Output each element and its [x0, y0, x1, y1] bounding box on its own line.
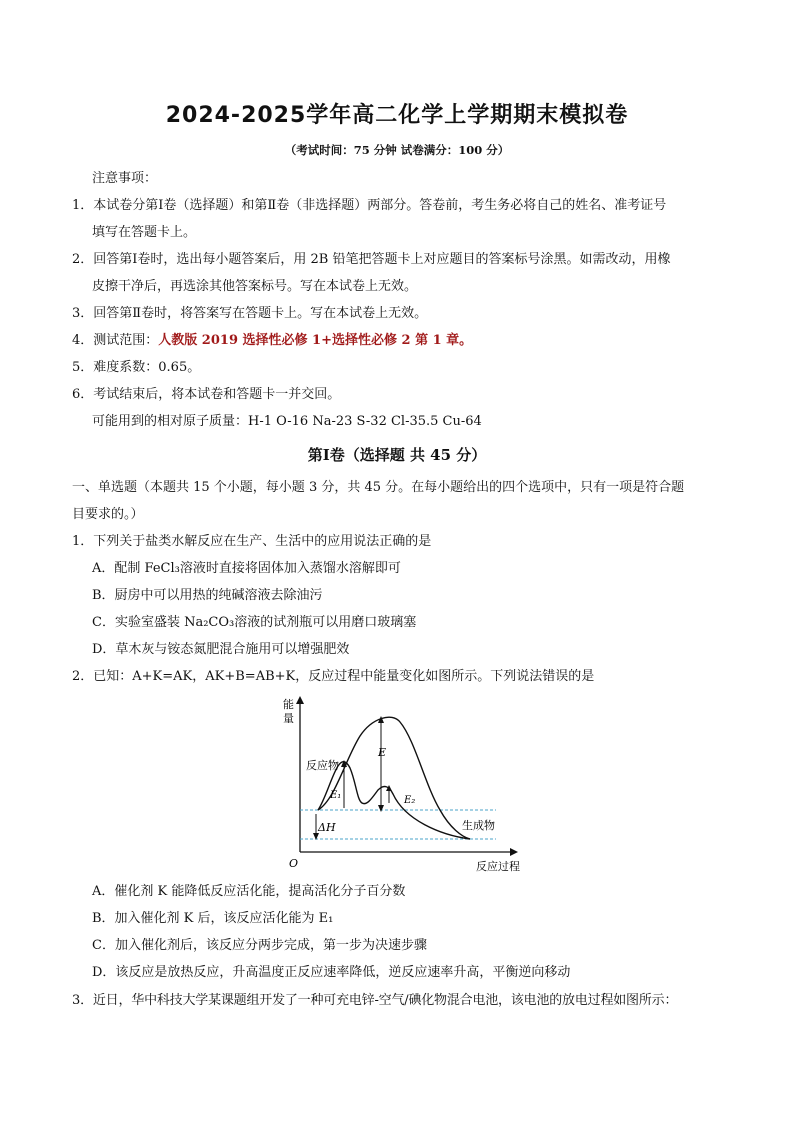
e1-label: E₁ — [330, 790, 342, 801]
section-intro-line-2: 目要求的。） — [72, 507, 144, 522]
question-2-option-d: D．该反应是放热反应，升高温度正反应速率降低，逆反应速率升高，平衡逆向移动 — [92, 965, 571, 980]
note-4 — [72, 332, 472, 350]
question-1-option-c: C．实验室盛装 Na₂CO₃溶液的试剂瓶可以用磨口玻璃塞 — [92, 615, 417, 630]
dh-label: ΔH — [318, 821, 336, 834]
e2-label: E₂ — [404, 795, 416, 806]
e2-arrow-head — [386, 785, 392, 791]
e-arrow-tail — [378, 805, 384, 812]
note-2-line-1: 2．回答第Ⅰ卷时，选出每小题答案后，用 2B 铅笔把答题卡上对应题目的答案标号涂黑。如需改动，用橡 — [72, 252, 671, 267]
question-1-option-b: B．厨房中可以用热的纯碱溶液去除油污 — [92, 588, 323, 603]
reactant-label: 反应物 — [306, 759, 339, 772]
y-axis-label-2: 量 — [283, 712, 294, 725]
question-2-option-c: C．加入催化剂后，该反应分两步完成，第一步为决速步骤 — [92, 938, 427, 953]
atomic-mass-list: 可能用到的相对原子质量：H-1 O-16 Na-23 S-32 Cl-35.5 Cu-64 — [92, 414, 482, 429]
note-3: 3．回答第Ⅱ卷时，将答案写在答题卡上。写在本试卷上无效。 — [72, 306, 428, 321]
note-1-line-2: 填写在答题卡上。 — [92, 225, 197, 240]
page-title: 2024-2025学年高二化学上学期期末模拟卷 — [165, 103, 629, 128]
question-1-option-d: D．草木灰与铵态氮肥混合施用可以增强肥效 — [92, 642, 350, 657]
section-heading: 第Ⅰ卷（选择题 共 45 分） — [307, 446, 487, 464]
note-5: 5．难度系数：0.65。 — [72, 360, 201, 375]
section-intro-line-1: 一、单选题（本题共 15 个小题，每小题 3 分，共 45 分。在每小题给出的四个选项中，只有一项是符合题 — [72, 480, 685, 495]
y-axis-arrow — [296, 696, 304, 704]
note-2-line-2: 皮擦干净后，再选涂其他答案标号。写在本试卷上无效。 — [92, 279, 418, 294]
x-axis-arrow — [510, 848, 518, 856]
question-2-stem: 2．已知：A+K=AK，AK+B=AB+K，反应过程中能量变化如图所示。下列说法错误的是 — [72, 669, 595, 684]
x-axis-label: 反应过程 — [476, 860, 520, 873]
test-scope: 人教版 2019 选择性必修 1+选择性必修 2 第 1 章。 — [158, 333, 473, 348]
origin-label: O — [289, 857, 299, 870]
exam-info: （考试时间：75 分钟 试卷满分：100 分） — [284, 143, 510, 157]
notes-heading: 注意事项： — [92, 171, 158, 186]
question-1-stem: 1．下列关于盐类水解反应在生产、生活中的应用说法正确的是 — [72, 534, 432, 549]
question-1-option-a: A．配制 FeCl₃溶液时直接将固体加入蒸馏水溶解即可 — [92, 561, 401, 576]
product-label: 生成物 — [462, 819, 495, 832]
question-3-stem: 3．近日，华中科技大学某课题组开发了一种可充电锌-空气/碘化物混合电池，该电池的放电过程如图所示： — [72, 993, 678, 1008]
dh-arrow-head — [313, 833, 319, 840]
note-1-line-1: 1．本试卷分第Ⅰ卷（选择题）和第Ⅱ卷（非选择题）两部分。答卷前，考生务必将自己的姓名、准考证号 — [72, 198, 667, 213]
energy-diagram — [0, 690, 794, 880]
question-2-option-b: B．加入催化剂 K 后，该反应活化能为 E₁ — [92, 911, 334, 926]
e-label: E — [378, 746, 387, 759]
note-6: 6．考试结束后，将本试卷和答题卡一并交回。 — [72, 387, 341, 402]
note-4-label: 4．测试范围： — [72, 333, 159, 348]
question-2-option-a: A．催化剂 K 能降低反应活化能，提高活化分子百分数 — [92, 884, 406, 899]
uncatalyzed-curve — [318, 717, 470, 839]
y-axis-label-1: 能 — [283, 698, 294, 711]
